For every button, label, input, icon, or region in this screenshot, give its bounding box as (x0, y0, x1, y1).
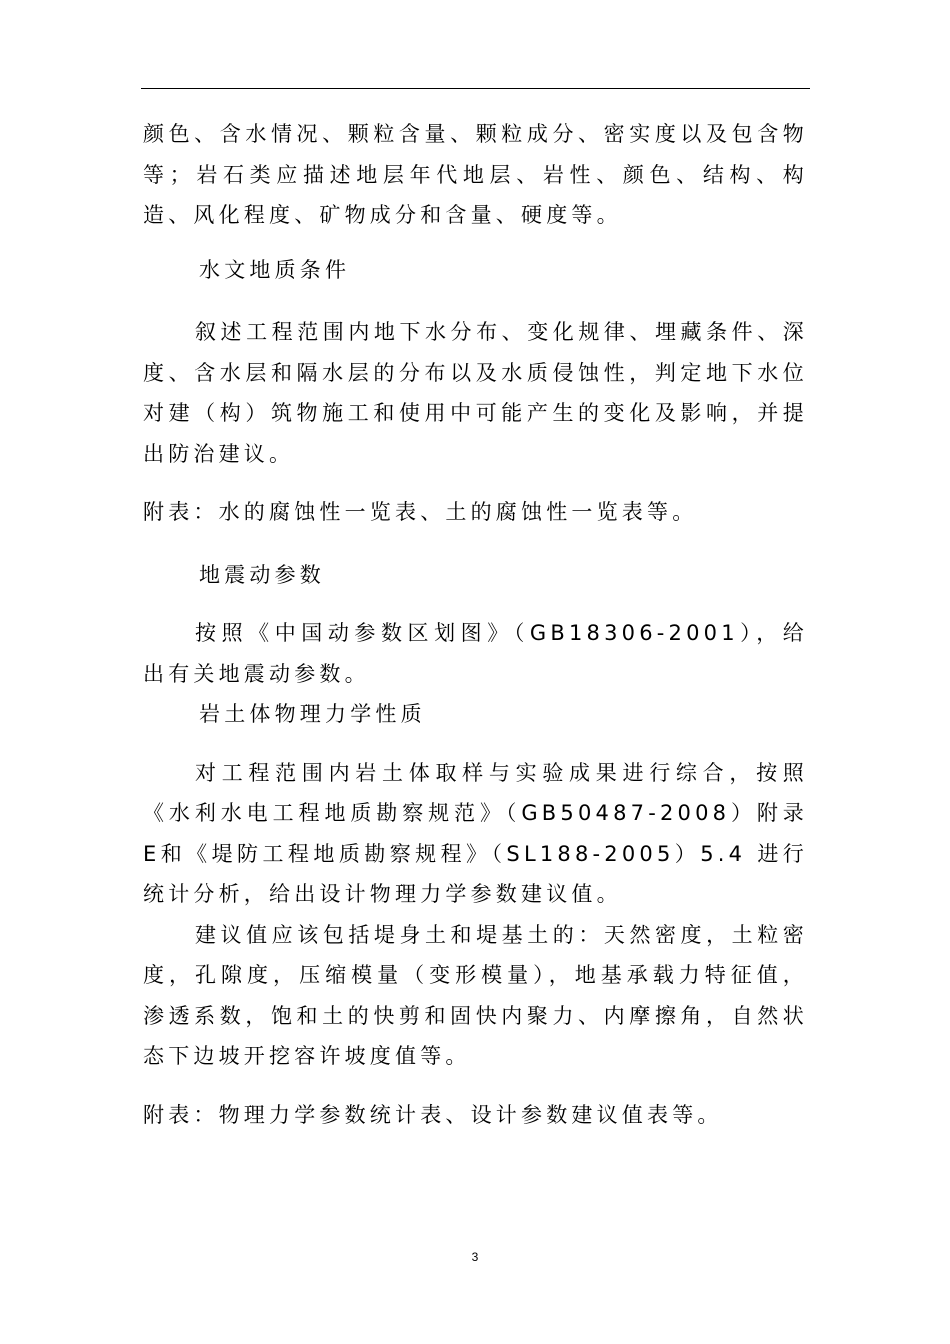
heading-physical-mechanical: 岩土体物理力学性质 (199, 702, 426, 726)
page-number: 3 (471, 1250, 479, 1264)
paragraph-seismic: 按照《中国动参数区划图》（GB18306-2001），给出有关地震动参数。 (143, 621, 808, 686)
body-content (143, 114, 808, 1135)
paragraph-attached-table-parameters: 附表：物理力学参数统计表、设计参数建议值表等。 (143, 1102, 723, 1127)
header-rule (141, 88, 810, 89)
paragraph-recommended-values: 建议值应该包括堤身土和堤基土的：天然密度，土粒密度，孔隙度，压缩模量（变形模量），地基承载力特征值，渗透系数，饱和土的快剪和固快内聚力、内摩擦角，自然状态下边坡开挖容许坡度值等。 (143, 922, 808, 1068)
heading-seismic-parameters: 地震动参数 (199, 562, 325, 587)
paragraph-groundwater: 叙述工程范围内地下水分布、变化规律、埋藏条件、深度、含水层和隔水层的分布以及水质侵蚀性，判定地下水位对建（构）筑物施工和使用中可能产生的变化及影响，并提出防治建议。 (143, 320, 808, 466)
paragraph-soil-description: 颜色、含水情况、颗粒含量、颗粒成分、密实度以及包含物等；岩石类应描述地层年代地层、岩性、颜色、结构、构造、风化程度、矿物成分和含量、硬度等。 (143, 122, 808, 227)
paragraph-sampling: 对工程范围内岩土体取样与实验成果进行综合，按照《水利水电工程地质勘察规范》（GB50487-2008）附录E和《堤防工程地质勘察规程》（SL188-2005）5.4 进行统计分析，给出设计物理力学参数建议值。 (143, 760, 808, 906)
paragraph-attached-table-corrosion: 附表：水的腐蚀性一览表、土的腐蚀性一览表等。 (143, 500, 698, 524)
heading-hydrogeology: 水文地质条件 (199, 257, 351, 282)
